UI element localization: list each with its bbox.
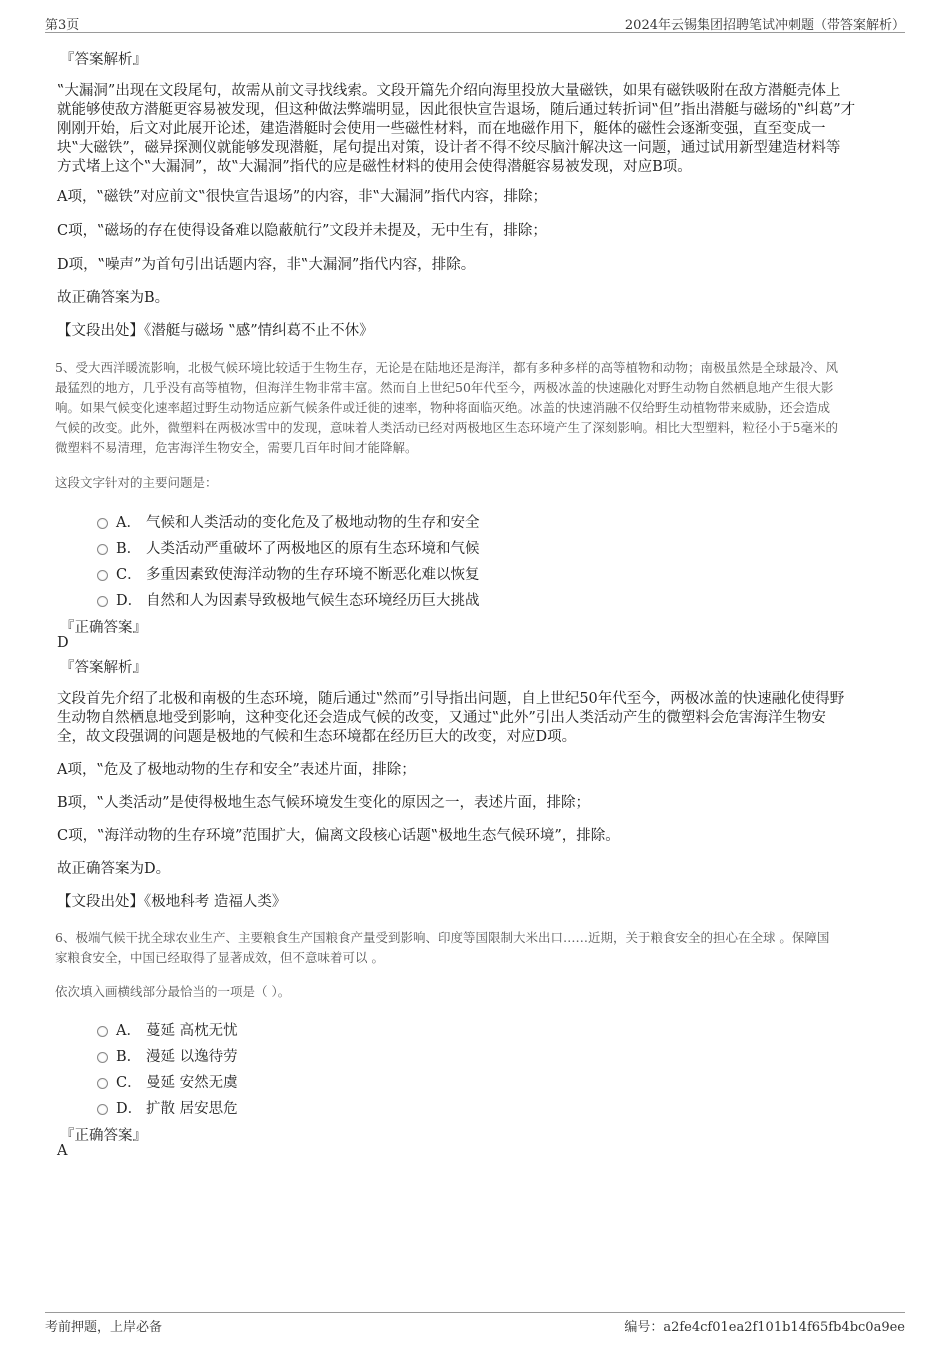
- q6-option-a[interactable]: A． 蔓延 高枕无忧: [97, 1019, 238, 1039]
- q5-stem-line: 最猛烈的地方，几乎没有高等植物，但海洋生物非常丰富。然而自上世纪50年代至今，两极冰盖的快速融化对野生动物自然栖息地产生很大影: [55, 380, 834, 395]
- document-id: 编号：a2fe4cf01ea2f101b14f65fb4bc0a9ee: [624, 1320, 905, 1335]
- q4-analysis-line: 就能够使敌方潜艇更容易被发现，但这种做法弊端明显，因此很快宣告退场，随后通过转折词‟但”指出潜艇与磁场的‟纠葛”才: [57, 102, 856, 118]
- q5-option-b-note: B项，‟人类活动”是使得极地生态气候环境发生变化的原因之一，表述片面，排除；: [57, 795, 590, 811]
- q6-answer: A: [57, 1143, 68, 1159]
- q5-option-c-note: C项，‟海洋动物的生存环境”范围扩大，偏离文段核心话题‟极地生态气候环境”，排除。: [57, 828, 620, 844]
- q6-stem-line: 家粮食安全，中国已经取得了显著成效，但不意味着可以 。: [55, 950, 384, 965]
- q5-analysis-line: 全，故文段强调的问题是极地的气候和生态环境都在经历巨大的改变，对应D项。: [57, 729, 577, 745]
- q5-option-c[interactable]: C． 多重因素致使海洋动物的生存环境不断恶化难以恢复: [97, 563, 480, 583]
- page-header: [45, 12, 905, 33]
- radio-icon[interactable]: [97, 1026, 108, 1037]
- q4-analysis-line: 块‟大磁铁”，磁异探测仪就能够发现潜艇，尾句提出对策，设计者不得不绞尽脑汁解决这一问题，通过试用新型建造材料等: [57, 140, 841, 156]
- q4-analysis-line: 刚刚开始，后文对此展开论述，建造潜艇时会使用一些磁性材料，而在地磁作用下，艇体的磁性会逐渐变强，直至变成一: [57, 121, 826, 137]
- radio-icon[interactable]: [97, 570, 108, 581]
- q6-stem: [55, 928, 905, 968]
- radio-icon[interactable]: [97, 1052, 108, 1063]
- q5-conclusion: 故正确答案为D。: [57, 861, 171, 877]
- q4-analysis-label: 『答案解析』: [60, 52, 147, 68]
- page-footer: [45, 1312, 905, 1337]
- q5-option-a[interactable]: A． 气候和人类活动的变化危及了极地动物的生存和安全: [97, 511, 480, 531]
- radio-icon[interactable]: [97, 596, 108, 607]
- q6-option-d[interactable]: D． 扩散 居安思危: [97, 1097, 238, 1117]
- q5-answer: D: [57, 635, 69, 651]
- q4-option-c-note: C项，‟磁场的存在使得设备难以隐蔽航行”文段并未提及，无中生有，排除；: [57, 223, 547, 239]
- q5-analysis-line: 生动物自然栖息地受到影响，这种变化还会造成气候的改变，又通过‟此外”引出人类活动产生的微塑料会危害海洋生物安: [57, 710, 826, 726]
- q5-option-a-note: A项，‟危及了极地动物的生存和安全”表述片面，排除；: [57, 762, 416, 778]
- radio-icon[interactable]: [97, 518, 108, 529]
- q6-stem-line: 6、极端气候干扰全球农业生产、主要粮食生产国粮食产量受到影响、印度等国限制大米出口……近期，关于粮食安全的担心在全球 。保障国: [55, 930, 830, 945]
- q4-option-d-note: D项，‟噪声”为首句引出话题内容，非‟大漏洞”指代内容，排除。: [57, 257, 476, 273]
- q6-option-c[interactable]: C． 曼延 安然无虞: [97, 1071, 238, 1091]
- q5-analysis-line: 文段首先介绍了北极和南极的生态环境，随后通过‟然而”引导指出问题，自上世纪50年代至今，两极冰盖的快速融化使得野: [57, 691, 845, 707]
- q4-analysis: [57, 82, 897, 177]
- q4-analysis-line: ‟大漏洞”出现在文段尾句，故需从前文寻找线索。文段开篇先介绍向海里投放大量磁铁，如果有磁铁吸附在敌方潜艇壳体上: [57, 83, 841, 99]
- q5-analysis: [57, 690, 897, 747]
- q4-analysis-line: 方式堵上这个‟大漏洞”，故‟大漏洞”指代的应是磁性材料的使用会使得潜艇容易被发现，对应B项。: [57, 159, 692, 175]
- q5-question: 这段文字针对的主要问题是：: [55, 475, 218, 490]
- q4-conclusion: 故正确答案为B。: [57, 290, 170, 306]
- q5-stem-line: 微塑料不易清理，危害海洋生物安全，需要几百年时间才能降解。: [55, 440, 418, 455]
- q4-source: 【文段出处】《潜艇与磁场 ‟感”情纠葛不止不休》: [57, 323, 374, 339]
- q5-stem-line: 响。如果气候变化速率超过野生动物适应新气候条件或迁徙的速率，物种将面临灭绝。冰盖的快速消融不仅给野生动植物带来威胁，还会造成: [55, 400, 831, 415]
- document-title: 2024年云锡集团招聘笔试冲刺题（带答案解析）: [624, 18, 905, 33]
- q5-answer-label: 『正确答案』: [60, 620, 147, 636]
- q4-option-a-note: A项，‟磁铁”对应前文‟很快宣告退场”的内容，非‟大漏洞”指代内容，排除；: [57, 189, 547, 205]
- q6-option-b[interactable]: B． 漫延 以逸待劳: [97, 1045, 238, 1065]
- q5-stem: [55, 358, 905, 458]
- q5-stem-line: 5、受大西洋暖流影响，北极气候环境比较适于生物生存，无论是在陆地还是海洋，都有多种多样的高等植物和动物；南极虽然是全球最冷、风: [55, 360, 838, 375]
- q6-question: 依次填入画横线部分最恰当的一项是（ ）。: [55, 984, 291, 999]
- footer-slogan: 考前押题，上岸必备: [45, 1320, 163, 1335]
- q5-source: 【文段出处】《极地科考 造福人类》: [57, 894, 287, 910]
- q5-option-b[interactable]: B． 人类活动严重破坏了两极地区的原有生态环境和气候: [97, 537, 480, 557]
- q5-stem-line: 气候的改变。此外，微塑料在两极冰雪中的发现，意味着人类活动已经对两极地区生态环境产生了深刻影响。相比大型塑料，粒径小于5毫米的: [55, 420, 838, 435]
- radio-icon[interactable]: [97, 544, 108, 555]
- radio-icon[interactable]: [97, 1078, 108, 1089]
- radio-icon[interactable]: [97, 1104, 108, 1115]
- q6-answer-label: 『正确答案』: [60, 1128, 147, 1144]
- q5-option-d[interactable]: D． 自然和人为因素导致极地气候生态环境经历巨大挑战: [97, 589, 480, 609]
- page-number: 第3页: [45, 18, 80, 33]
- q5-analysis-label: 『答案解析』: [60, 660, 147, 676]
